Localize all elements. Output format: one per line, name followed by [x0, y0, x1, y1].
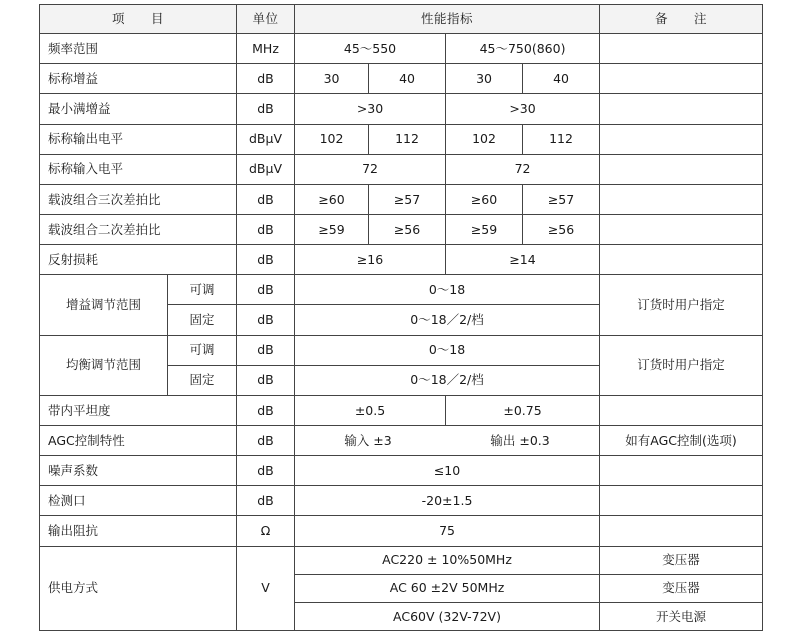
row-agc — [40, 425, 763, 455]
agc-output: 输出 ±0.3 — [490, 432, 550, 448]
value-cell — [295, 425, 600, 455]
item-name: 输出阻抗 — [40, 516, 237, 546]
value-cell: ≥60 — [446, 184, 523, 214]
value-cell: 45～750(860) — [446, 34, 600, 64]
row-cso — [40, 184, 763, 214]
row-eqadj-1 — [40, 335, 763, 365]
note-cell: 变压器 — [600, 546, 763, 574]
value-cell: AC 60 ±2V 50MHz — [295, 574, 600, 602]
unit-cell: dB — [237, 335, 295, 365]
spec-table — [39, 4, 763, 631]
header-row — [40, 5, 763, 34]
header-unit: 单位 — [237, 5, 295, 34]
note-cell — [600, 154, 763, 184]
row-ctb — [40, 214, 763, 244]
value-cell: ≥59 — [295, 214, 369, 244]
sub-item: 可调 — [168, 275, 237, 305]
value-cell: ±0.5 — [295, 395, 446, 425]
row-gain — [40, 64, 763, 94]
sub-item: 可调 — [168, 335, 237, 365]
unit-cell: dB — [237, 456, 295, 486]
item-name: 标称输出电平 — [40, 124, 237, 154]
value-cell: ≥56 — [523, 214, 600, 244]
item-name: 载波组合三次差拍比 — [40, 184, 237, 214]
unit-cell: dB — [237, 94, 295, 124]
row-freq — [40, 34, 763, 64]
value-cell: ≥59 — [446, 214, 523, 244]
value-cell: ≥57 — [523, 184, 600, 214]
row-flat — [40, 395, 763, 425]
value-cell: 30 — [446, 64, 523, 94]
note-cell — [600, 245, 763, 275]
value-cell: AC60V (32V-72V) — [295, 602, 600, 630]
sub-item: 固定 — [168, 365, 237, 395]
unit-cell: Ω — [237, 516, 295, 546]
item-name: 最小满增益 — [40, 94, 237, 124]
value-cell: 102 — [295, 124, 369, 154]
item-name: 增益调节范围 — [40, 275, 168, 335]
value-cell: ≥60 — [295, 184, 369, 214]
unit-cell: dB — [237, 64, 295, 94]
note-cell — [600, 516, 763, 546]
item-name: AGC控制特性 — [40, 425, 237, 455]
agc-input: 输入 ±3 — [344, 432, 392, 448]
value-cell: -20±1.5 — [295, 486, 600, 516]
unit-cell: dB — [237, 245, 295, 275]
value-cell: 72 — [295, 154, 446, 184]
note-cell: 变压器 — [600, 574, 763, 602]
note-cell — [600, 456, 763, 486]
sub-item: 固定 — [168, 305, 237, 335]
value-cell: ±0.75 — [446, 395, 600, 425]
unit-cell: dB — [237, 395, 295, 425]
note-cell — [600, 395, 763, 425]
item-name: 标称输入电平 — [40, 154, 237, 184]
value-cell: 112 — [369, 124, 446, 154]
value-cell: 0～18 — [295, 275, 600, 305]
note-cell: 订货时用户指定 — [600, 335, 763, 395]
unit-cell: dB — [237, 184, 295, 214]
item-name: 均衡调节范围 — [40, 335, 168, 395]
item-name: 带内平坦度 — [40, 395, 237, 425]
value-cell: 0～18／2/档 — [295, 365, 600, 395]
value-cell: >30 — [295, 94, 446, 124]
note-cell — [600, 214, 763, 244]
header-note: 备 注 — [600, 5, 763, 34]
header-spec: 性能指标 — [295, 5, 600, 34]
row-imp — [40, 516, 763, 546]
unit-cell: MHz — [237, 34, 295, 64]
row-power-1 — [40, 546, 763, 574]
item-name: 检测口 — [40, 486, 237, 516]
row-outlvl — [40, 124, 763, 154]
value-cell: 30 — [295, 64, 369, 94]
unit-cell: dBμV — [237, 154, 295, 184]
item-name: 反射损耗 — [40, 245, 237, 275]
row-gainadj-1 — [40, 275, 763, 305]
value-cell: 72 — [446, 154, 600, 184]
value-cell: >30 — [446, 94, 600, 124]
value-cell: ≥14 — [446, 245, 600, 275]
row-mingain — [40, 94, 763, 124]
item-name: 供电方式 — [40, 546, 237, 630]
note-cell — [600, 486, 763, 516]
value-cell: ≥16 — [295, 245, 446, 275]
item-name: 标称增益 — [40, 64, 237, 94]
row-inlvl — [40, 154, 763, 184]
item-name: 频率范围 — [40, 34, 237, 64]
note-cell — [600, 64, 763, 94]
unit-cell: dB — [237, 365, 295, 395]
note-cell: 开关电源 — [600, 602, 763, 630]
unit-cell: dB — [237, 214, 295, 244]
value-cell: 75 — [295, 516, 600, 546]
unit-cell: dB — [237, 275, 295, 305]
unit-cell: dB — [237, 486, 295, 516]
note-cell: 订货时用户指定 — [600, 275, 763, 335]
note-cell — [600, 184, 763, 214]
value-cell: 112 — [523, 124, 600, 154]
note-cell: 如有AGC控制(选项) — [600, 425, 763, 455]
value-cell: 40 — [369, 64, 446, 94]
row-noise — [40, 456, 763, 486]
note-cell — [600, 94, 763, 124]
unit-cell: V — [237, 546, 295, 630]
unit-cell: dB — [237, 305, 295, 335]
row-port — [40, 486, 763, 516]
row-refl — [40, 245, 763, 275]
value-cell: 45～550 — [295, 34, 446, 64]
value-cell: ≥57 — [369, 184, 446, 214]
value-cell: ≤10 — [295, 456, 600, 486]
value-cell: 0～18／2/档 — [295, 305, 600, 335]
value-cell: AC220 ± 10%50MHz — [295, 546, 600, 574]
unit-cell: dB — [237, 425, 295, 455]
note-cell — [600, 34, 763, 64]
value-cell: 40 — [523, 64, 600, 94]
header-item: 项 目 — [40, 5, 237, 34]
note-cell — [600, 124, 763, 154]
value-cell: 0～18 — [295, 335, 600, 365]
value-cell: ≥56 — [369, 214, 446, 244]
item-name: 噪声系数 — [40, 456, 237, 486]
item-name: 载波组合二次差拍比 — [40, 214, 237, 244]
value-cell: 102 — [446, 124, 523, 154]
unit-cell: dBμV — [237, 124, 295, 154]
